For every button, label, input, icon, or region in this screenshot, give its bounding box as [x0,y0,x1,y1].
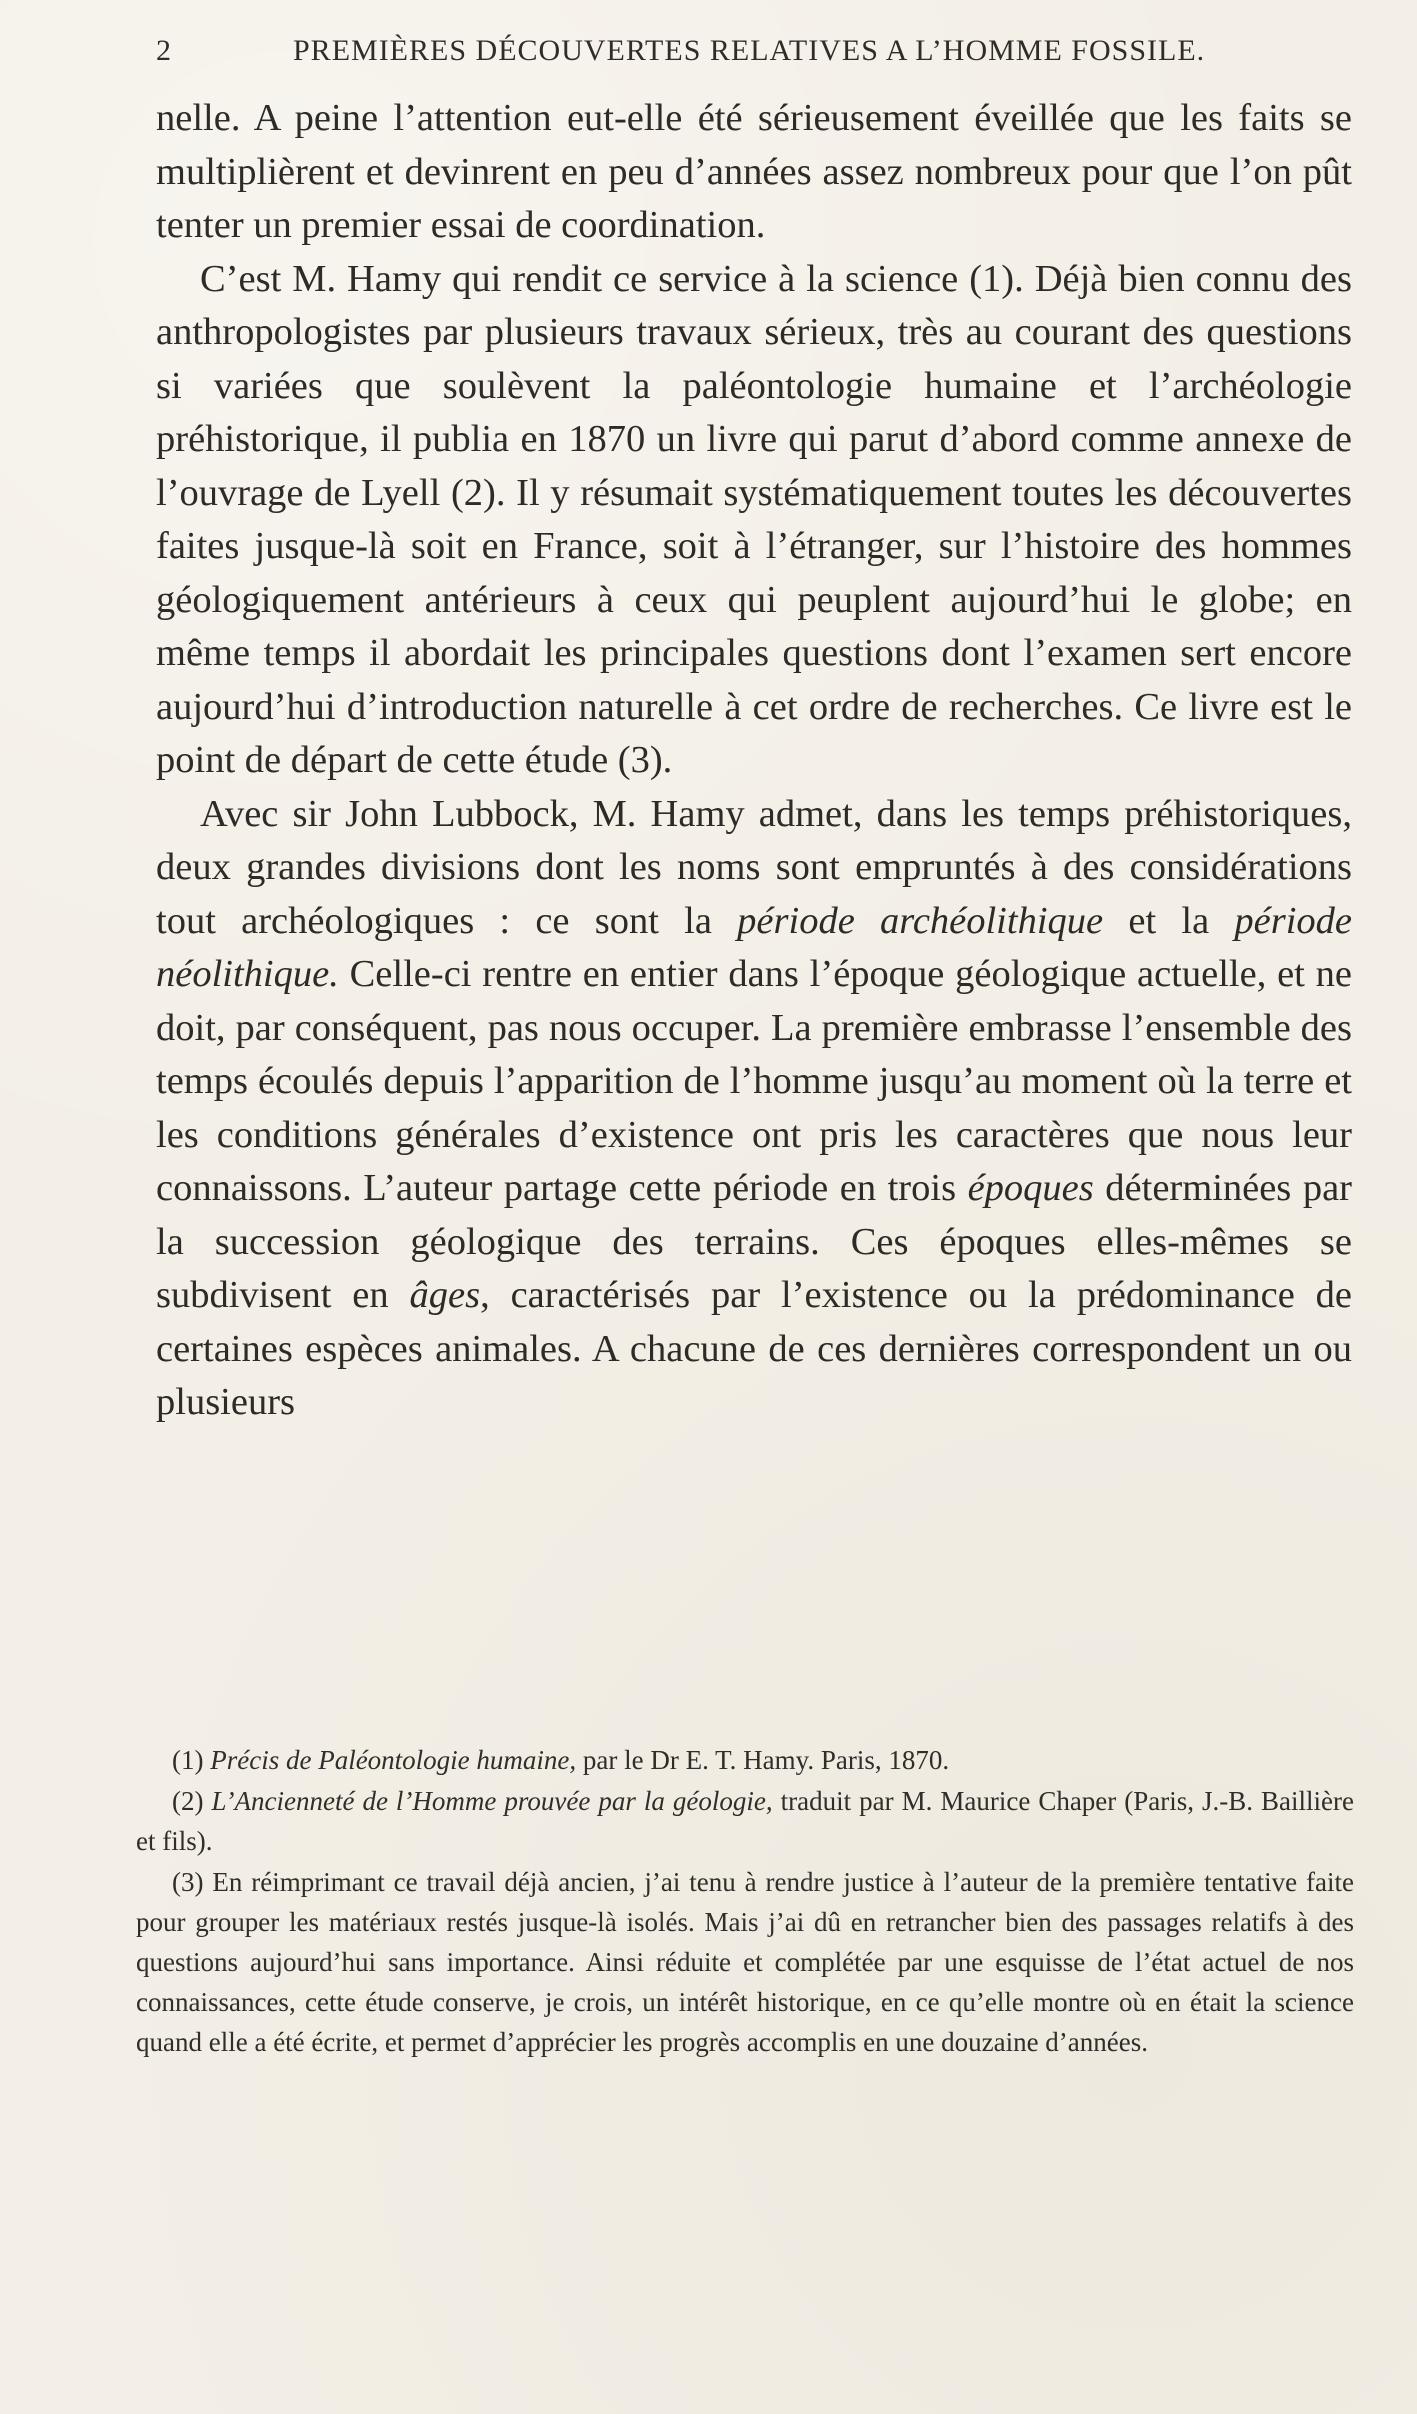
footnote-1-marker: (1) [172,1745,211,1775]
paragraph-3-part-d: déterminées par la succession géologique des terrains. Ces époques elles-mêmes se subdivisent en [156,1167,1352,1316]
paragraph-3-part-e: , caractérisés par l’existence ou la prédominance de certaines espèces animales. A chacune de ces dernières correspondent un ou plusieurs [156,1274,1352,1423]
term-periode-neolithique: période néolithique. [156,899,1352,995]
footnote-2-marker: (2) [172,1786,212,1816]
term-epoques: époques [967,1167,1094,1209]
term-ages: âges [409,1274,481,1316]
paragraph-1: nelle. A peine l’attention eut-elle été sérieusement éveillée que les faits se multiplièrent et devinrent en peu d’années assez nombreux pour que l’on pût tenter un premier essai de coordination. [156,97,1352,246]
footnote-1-title: Précis de Paléontologie humaine, [210,1745,577,1775]
footnotes [136,1740,1354,2062]
paragraph-3-part-b: et la [1103,899,1235,942]
footnote-1 [136,1740,1354,1780]
term-periode-archeolithique: période archéolithique [737,899,1104,942]
footnote-2-title: L’Ancienneté de l’Homme prouvée par la géologie, [211,1786,773,1816]
footnote-3: (3) En réimprimant ce travail déjà ancien, j’ai tenu à rendre justice à l’auteur de la première tentative faite pour grouper les matériaux restés jusque-là isolés. Mais j’ai dû en retrancher bien des passages relatifs à des questions aujourd’hui sans importance. Ainsi réduite et complétée par une esquisse de l’état actuel de nos connaissances, cette étude conserve, je crois, un intérêt historique, en ce qu’elle montre où en était la science quand elle a été écrite, et permet d’apprécier les progrès accomplis en une douzaine d’années. [136,1867,1354,2057]
footnote-2 [136,1781,1354,1861]
footnote-2-rest: traduit par M. Maurice Chaper (Paris, J.-B. Baillière et fils). [136,1786,1355,1856]
paragraph-3 [156,788,1352,1430]
running-title: PREMIÈRES DÉCOUVERTES RELATIVES A L’HOMME FOSSILE. [293,34,1206,67]
page-number: 2 [156,34,172,67]
paragraph-3-part-c: Celle-ci rentre en entier dans l’époque géologique actuelle, et ne doit, par conséquent, pas nous occuper. La première embrasse l’ensemble des temps écoulés depuis l’apparition de l’homme jusqu’au moment où la terre et les conditions générales d’existence ont pris les caractères que nous leur connaissons. L’auteur partage cette période en trois [156,953,1352,1209]
footnote-1-rest: par le Dr E. T. Hamy. Paris, 1870. [576,1745,950,1775]
paragraph-3-part-a: Avec sir John Lubbock, M. Hamy admet, dans les temps préhistoriques, deux grandes divisions dont les noms sont empruntés à des considérations tout archéologiques : ce sont la [156,792,1352,942]
paragraph-2: C’est M. Hamy qui rendit ce service à la science (1). Déjà bien connu des anthropologistes par plusieurs travaux sérieux, très au courant des questions si variées que soulèvent la paléontologie humaine et l’archéologie préhistorique, il publia en 1870 un livre qui parut d’abord comme annexe de l’ouvrage de Lyell (2). Il y résumait systématiquement toutes les découvertes faites jusque-là soit en France, soit à l’étranger, sur l’histoire des hommes géologiquement antérieurs à ceux qui peuplent aujourd’hui le globe; en même temps il abordait les principales questions dont l’examen sert encore aujourd’hui d’introduction naturelle à cet ordre de recherches. Ce livre est le point de départ de cette étude (3). [156,257,1352,781]
page-header [138,34,1358,74]
main-text [156,92,1352,1430]
